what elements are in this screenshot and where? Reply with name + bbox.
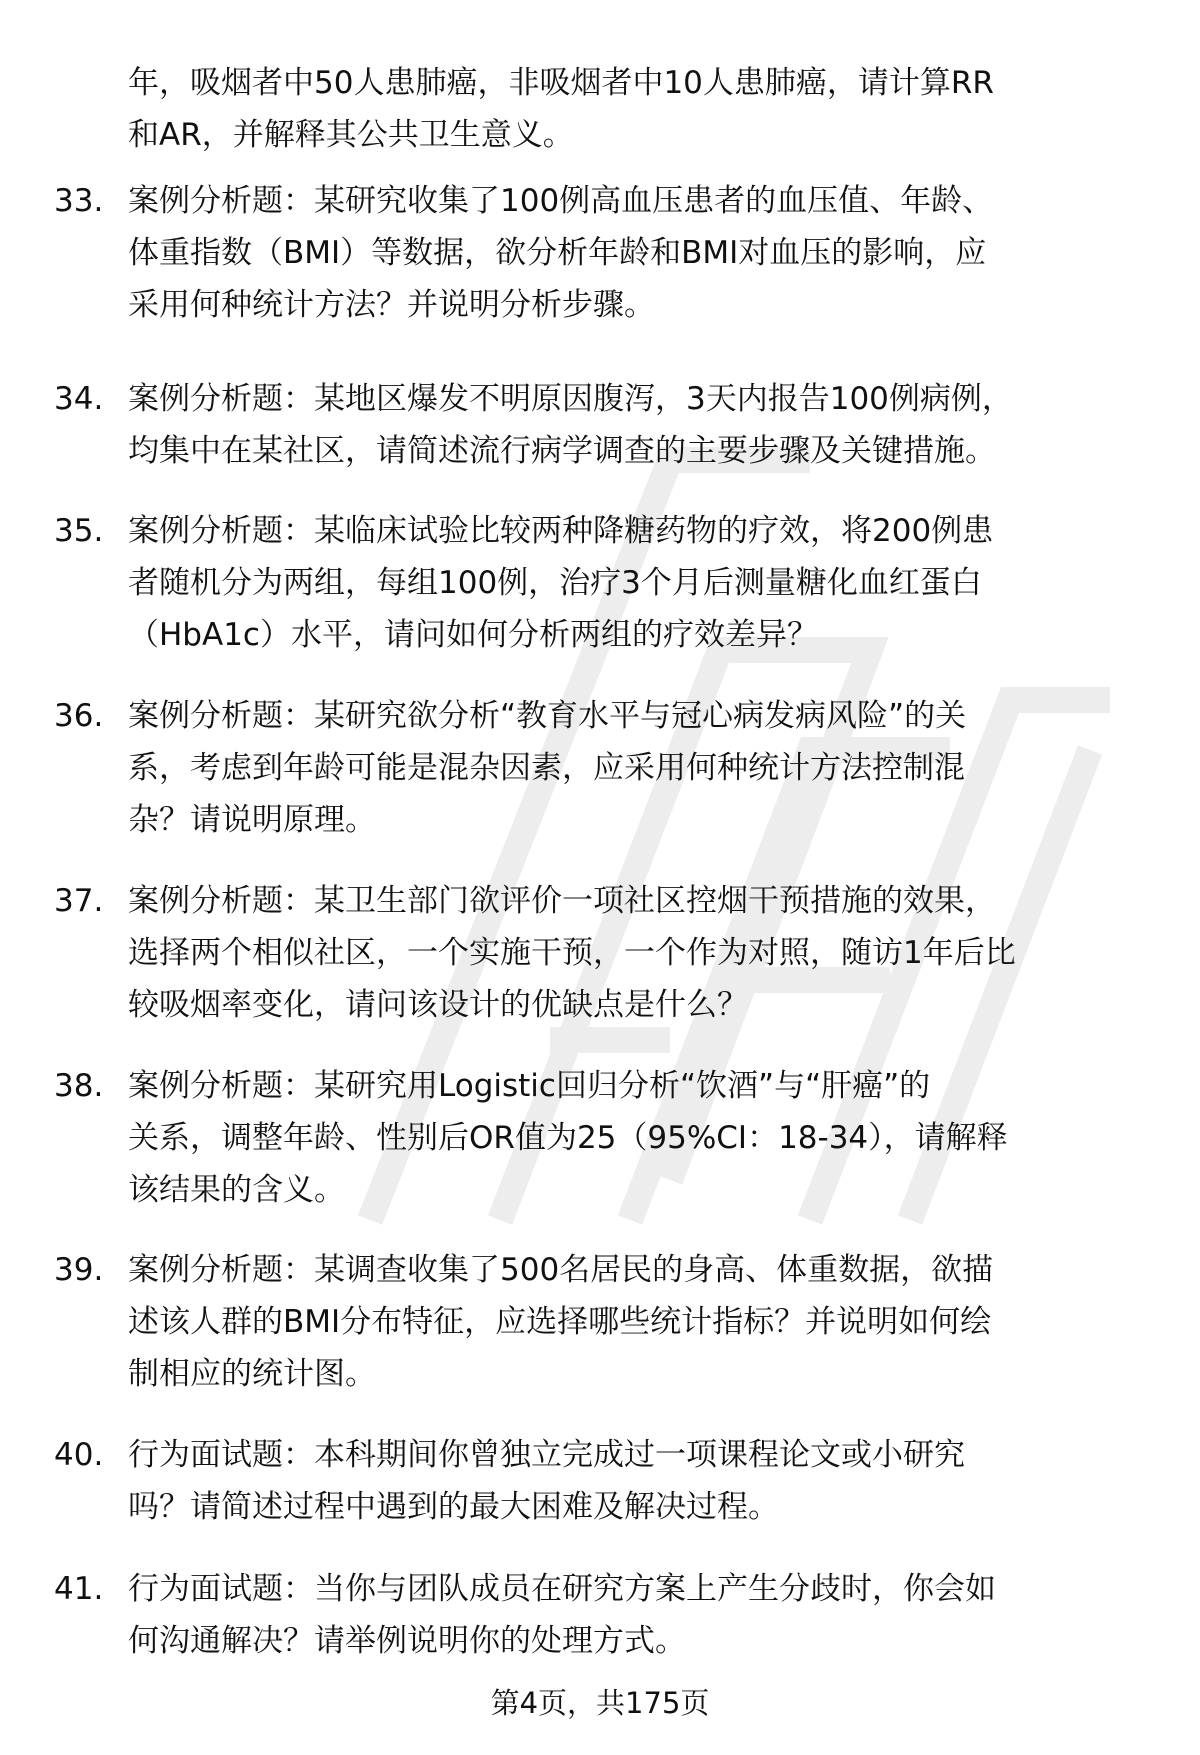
text-line: 较吸烟率变化，请问该设计的优缺点是什么？ (128, 987, 748, 1023)
question-text (128, 373, 1170, 477)
text-line: 述该人群的BMI分布特征，应选择哪些统计指标？并说明如何绘 (128, 1304, 992, 1340)
text-line: 选择两个相似社区，一个实施干预，一个作为对照，随访1年后比 (128, 935, 1016, 971)
question-text (128, 690, 1170, 846)
text-line: 行为面试题：当你与团队成员在研究方案上产生分歧时，你会如 (128, 1571, 996, 1607)
question-text (128, 1563, 1170, 1667)
question-text (128, 505, 1170, 661)
question-number: 37. (54, 883, 104, 919)
text-line: 何沟通解决？请举例说明你的处理方式。 (128, 1623, 686, 1659)
text-line: 制相应的统计图。 (128, 1356, 376, 1392)
text-line: 采用何种统计方法？并说明分析步骤。 (128, 287, 655, 323)
question-text (128, 1060, 1170, 1216)
question-number: 35. (54, 513, 104, 549)
question-text (128, 875, 1170, 1031)
text-line: 案例分析题：某研究欲分析“教育水平与冠心病发病风险”的关 (128, 698, 967, 734)
text-line: 行为面试题：本科期间你曾独立完成过一项课程论文或小研究 (128, 1437, 965, 1473)
question-text (128, 1244, 1170, 1400)
text-line: 案例分析题：某调查收集了500名居民的身高、体重数据，欲描 (128, 1252, 994, 1288)
text-line: 系，考虑到年龄可能是混杂因素，应采用何种统计方法控制混 (128, 750, 965, 786)
text-line: 关系，调整年龄、性别后OR值为25（95%CI：18-34），请解释 (128, 1120, 1008, 1156)
question-number: 41. (54, 1571, 104, 1607)
text-line: 年，吸烟者中50人患肺癌，非吸烟者中10人患肺癌，请计算RR (128, 65, 994, 101)
text-line: 者随机分为两组，每组100例，治疗3个月后测量糖化血红蛋白 (128, 565, 982, 601)
question-number: 33. (54, 183, 104, 219)
question-number: 36. (54, 698, 104, 734)
text-line: 吗？请简述过程中遇到的最大困难及解决过程。 (128, 1489, 779, 1525)
text-line: 该结果的含义。 (128, 1172, 345, 1208)
question-text (128, 175, 1170, 331)
text-line: 均集中在某社区，请简述流行病学调查的主要步骤及关键措施。 (128, 433, 996, 469)
text-line: 案例分析题：某卫生部门欲评价一项社区控烟干预措施的效果， (128, 883, 996, 919)
text-line: 体重指数（BMI）等数据，欲分析年龄和BMI对血压的影响，应 (128, 235, 987, 271)
text-line: 案例分析题：某临床试验比较两种降糖药物的疗效，将200例患 (128, 513, 994, 549)
question-text (128, 1429, 1170, 1533)
question-number: 38. (54, 1068, 104, 1104)
text-line: （HbA1c）水平，请问如何分析两组的疗效差异？ (128, 617, 818, 653)
question-32-continuation (128, 57, 1168, 161)
page-number-footer: 第4页，共175页 (490, 1686, 710, 1720)
text-line: 和AR，并解释其公共卫生意义。 (128, 117, 574, 153)
text-line: 案例分析题：某研究用Logistic回归分析“饮酒”与“肝癌”的 (128, 1068, 931, 1104)
question-number: 34. (54, 381, 104, 417)
question-number: 40. (54, 1437, 104, 1473)
text-line: 案例分析题：某研究收集了100例高血压患者的血压值、年龄、 (128, 183, 994, 219)
text-line: 案例分析题：某地区爆发不明原因腹泻，3天内报告100例病例， (128, 381, 1013, 417)
text-line: 杂？请说明原理。 (128, 802, 376, 838)
question-number: 39. (54, 1252, 104, 1288)
